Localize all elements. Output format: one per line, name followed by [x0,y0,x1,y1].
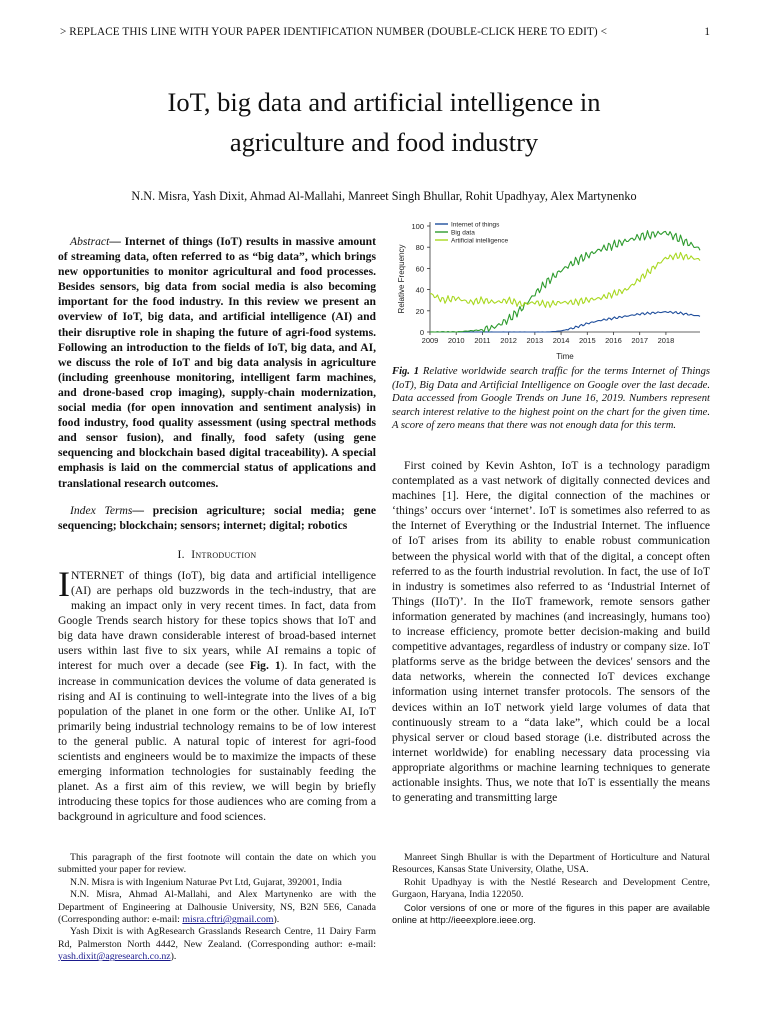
trends-chart [392,212,710,364]
x-tick-label: 2018 [657,336,675,345]
footnote-bhullar: Manreet Singh Bhullar is with the Department of Horticulture and Natural Resources, Kansas State University, Olathe, USA. [392,852,710,876]
series-line-big-data [430,231,700,332]
author-list: N.N. Misra, Yash Dixit, Ahmad Al-Mallahi, Manreet Singh Bhullar, Rohit Upadhyay, Alex Martynenko [131,189,637,203]
trends-chart-svg [392,212,710,364]
intro-paragraph [58,563,377,825]
footnotes-left [58,852,376,964]
abstract [58,234,376,491]
y-tick-label: 20 [415,306,424,316]
footnote-misra: N.N. Misra is with Ingenium Naturae Pvt Ltd, Gujarat, 392001, India [70,876,342,888]
footnote-submitted: This paragraph of the first footnote will contain the date on which you submitted your paper for review. [58,852,376,876]
title-line-2: agriculture and food industry [229,127,539,157]
fig-reference[interactable]: Fig. 1 [249,659,281,673]
footnote-dixit [58,926,376,963]
x-axis-label: Time [556,352,574,361]
left-column [58,234,376,824]
x-tick-label: 2015 [578,336,596,345]
footnote-color-versions: Color versions of one or more of the figures in this paper are available online at http://ieeexplore.ieee.org. [392,901,710,926]
x-tick-label: 2010 [447,336,465,345]
drop-cap: I [58,563,70,604]
y-tick-label: 0 [419,328,424,337]
y-axis-label: Relative Frequency [397,244,406,314]
right-paragraph: First coined by Kevin Ashton, IoT is a technology paradigm contemplated as a vast network of digitally connected devices and machines [1]. Here, the digital connection of the machines or ‘things’ occurs over ‘internet’. IoT is sometimes also referred to as the Internet of Everything or the Industrial Internet. The influence of IoT arises from its ability to enable robust communication between the physical world with that of the digital, a concept often referred to as the fourth industrial revolution. In fact, the use of IoT in industry is sometimes also referred to as ‘Industrial Internet of Things (IIoT)’. In the IIoT framework, remote sensors gather information generated by machines (and increasingly, humans too) to increase efficiency, promote better decision-making and build competitive advantages, regardless of industry or company size. IoT platforms serve as the bridge between the devices' sensors and the data networks, wherein the connected IoT devices exchange information using internet transfer protocols. The sensors of the devices within an IoT network yield large volumes of data that continuously stream to a “data lake”, which could be a local physical server or cloud based storage (i.e. distributed across the internet worldwide) for enabling necessary data processing via appropriate algorithms or machine learning techniques to generate actionable insights. Thus, we note that IoT is essentially the means to generating and transmitting large [392,459,710,805]
abstract-label: Abstract [70,235,110,248]
intro-lead: NTERNET of things (IoT), big data and artificial intelligence (AI) are perhaps old buzzwords in the tech-industry, that are making an impact only in very recent times. In fact, data from Google Trends search history for these topics shows that IoT and big data have drawn considerable interest of broad-based internet users within last five to six years, while AI remains a topic of interest for much over a decade (see [58,568,376,673]
footnote-dalhousie [58,889,376,926]
legend-label: Internet of things [451,221,500,229]
x-tick-label: 2016 [605,336,622,345]
footnotes-right [392,852,710,926]
figure-caption [392,365,710,433]
email-link-misra[interactable]: misra.cftri@gmail.com [182,914,274,926]
index-terms [58,503,376,533]
abstract-text: Internet of things (IoT) results in massive amount of streaming data, often referred to as “big data”, which brings new opportunities to monitor agricultural and food processes. Besides sensors, big data from social media is also becoming important for the food industry. In this review we present an overview of IoT, big data, and artificial intelligence (AI) and their disruptive role in shaping the future of agri-food systems. Following an introduction to the fields of IoT, big data, and AI, we discuss the role of IoT and big data analysis in agriculture (including greenhouse monitoring, intelligent farm machines, and drone-based crop imaging), supply-chain modernization, social media (for open innovation and sentiment analysis) in food industry, food quality assessment (using spectral methods and sensor fusion), and finally, food safety (using gene sequencing and blockchain based digital traceability). A special emphasis is laid on the commercial status of applications and translational research outcomes. [58,235,376,490]
section-number: I. [177,547,185,561]
footnote-dalhousie-text: N.N. Misra, Ahmad Al-Mallahi, and Alex Martynenko are with the Department of Engineering at Dalhousie University, NS, B2N 5E6, Canada (Corresponding author: e-mail: [58,889,376,926]
y-tick-label: 60 [415,264,424,274]
running-header: > REPLACE THIS LINE WITH YOUR PAPER IDENTIFICATION NUMBER (DOUBLE-CLICK HERE TO EDIT) < [60,26,608,38]
x-tick-label: 2011 [474,336,491,345]
y-tick-label: 80 [415,243,424,253]
title-line-1: IoT, big data and artificial intelligence in [167,87,601,117]
x-tick-label: 2013 [526,336,544,345]
page-number: 1 [704,26,710,38]
figure-caption-text: Relative worldwide search traffic for the terms Internet of Things (IoT), Big Data and Artificial Intelligence on Google over the last decade. Data accessed from Google Trends on June 16, 2019. Numbers represent search interest relative to the highest point on the chart for the given time. A score of zero means that there was not enough data for this term. [392,366,710,431]
section-heading [58,547,376,562]
x-tick-label: 2017 [631,336,649,345]
figure-label: Fig. 1 [392,366,420,377]
section-title: Introduction [191,547,257,561]
series-line-artificial-intelligence [430,252,700,307]
y-tick-label: 40 [415,285,424,295]
legend-label: Big data [451,229,475,237]
x-tick-label: 2009 [421,336,439,345]
intro-rest: ). In fact, with the increase in communication devices the volume of data generated is rising and AI is continuing to well-integrate into the lives of a big population of the planet in one form or the other. Unlike AI, IoT primarily being industrial technology remains to be of low interest to the general public. A natural topic of interest for agri-food scientists and engineers would be to maximize the impacts of these emerging information technologies for sustainably feeding the planet. As a first aim of this review, we will begin by briefly introducing these topics for those audiences who are coming from a background in agriculture and food sciences. [58,659,377,824]
legend-label: Artificial intelligence [451,237,509,245]
x-tick-label: 2012 [500,336,517,345]
abstract-dash: — [109,235,125,248]
x-tick-label: 2014 [552,336,570,345]
footnote-dalhousie-end: ). [273,914,280,926]
paper-title [0,82,768,162]
footnote-upadhyay: Rohit Upadhyay is with the Nestlé Research and Development Centre, Gurgaon, Haryana, India 122050. [392,876,710,901]
right-column [392,458,710,805]
footnote-dixit-end: ). [170,951,177,963]
footnote-dixit-text: Yash Dixit is with AgResearch Grasslands Research Centre, 11 Dairy Farm Rd, Palmerston North 4442, New Zealand. (Corresponding author: e-mail: [58,926,376,950]
index-terms-text: precision agriculture; social media; gene sequencing; blockchain; sensors; internet; digital; robotics [58,503,376,532]
index-terms-dash: — [132,503,153,517]
y-tick-label: 100 [411,222,424,231]
series-line-internet-of-things [430,311,700,332]
index-terms-label: Index Terms [70,503,133,517]
email-link-dixit[interactable]: yash.dixit@agresearch.co.nz [58,951,171,963]
